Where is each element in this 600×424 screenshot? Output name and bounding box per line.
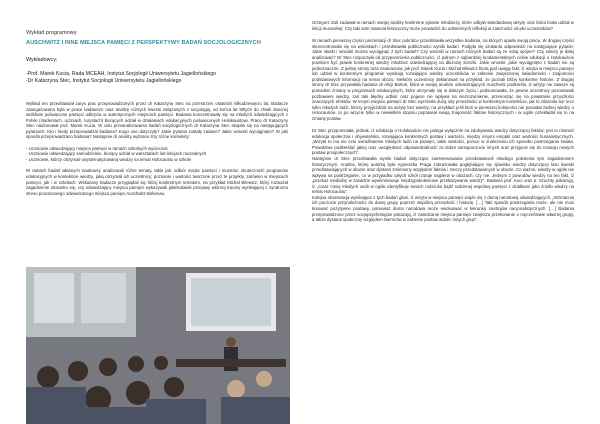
lecture-title: AUSCHWITZ I INNE MIEJSCA PAMIĘCI Z PERSPEKTYWY BADAŃ SOCJOLOGICZNYCH	[26, 40, 261, 46]
research-paragraph: W ramach badań własnych naukowcy analizowali różne tematy, takie jak: odbiór miejsc pamięci i muzeów; skuteczność programów edukacyjnych w kontekście wiedzy, jaką otrzymali ich uczestnicy; poznanie i wartości tworzone przez te projekty, zarówno w miejscach pamięci, jak i w szkołach. Wskazany badacze przyglądali się bliżej konkretnym tematom, na przykład Michał Bilewicz, który rozważał zagadnienie stosunku się, czy odwiedzający miejsca pamięci wykazywali jakiekolwiek przejawy wtórnej traumy wynikającej z syndromu stresu pourazowego odwiedzanego miejsca pamięci Auschwitz-Birkenau.	[26, 168, 288, 196]
body-paragraph: Dr Stec przypomniała, jednak, iż edukacja o Holokauście nie polega wyłącznie na zdobywaniu wiedzy dotyczącej faktów; jest to również edukacja społeczna i obywatelska, rozwijająca konkretnych postaw i wartości, między innymi empatii oraz wartości humanistycznych. „Wizyta to ma nie celu uwrażliwienie młodych ludzi na pamięci, takie wartości, pomoc w znalezieniu ich sposobu postrzegania świata. Prawdziwe podkreślać jakiej oraz uwzględniać odpowiedzialność za dobre samopoczucie innych oraz przyjęcie się do rozwoju nowych postaw prospołecznych”.	[312, 128, 574, 156]
bullet-item: - Uczniowie odwiedzający miejsce pamięci w ramach szkolnych wycieczek	[26, 145, 168, 151]
body-paragraph: Kolejna obserwacja wynikająca z tych badań głosi, iż wizyta w miejscu pamięci wiąże się z dumą narodową odwiedzających. „Wzmacnia ich poczucie przynależności do danej grupy poprzez wspólną przeszłość i historię. […] Taki sposób postrzegania może, ale nie musi kreować pozytywne postawy, ponieważ duma narodowa może ewoluować w kierunku nastrojów nacjonalistycznych. […] Badania przeprowadzone przez socjopsychologów pokazują, iż zwiedzanie miejsca pamięci zwiększa przekonanie o męczeństwie własnej grupy, a także dystans społeczny względem Niemców w zakresie postaw wobec innych grup”.	[312, 194, 574, 223]
lecture-photo	[26, 267, 290, 424]
bullet-item: - Uczniowie odwiedzający samodzielnie, biorący udział w warsztatach lub lekcjach muzealnych	[26, 151, 207, 157]
right-column	[312, 20, 574, 230]
lecturer-item: -Dr Katarzyna Stec, Instytut Socjologii Uniwersytetu Jagiellońskiego	[26, 78, 182, 85]
body-paragraph: Następnie dr Stec przedstawiła wyniki badań dotyczące zainteresowania przedstawicieli młodego pokolenia tym zagadnieniem historycznym. Analiza, której autorką była Agnieszka Praga zobrazowała pogłębiające się zjawisko wiedzy dotyczącej losu kwestii przedstawiających w obozie oraz dystans zmieniony względem faktów i rzeczy przedstawionych w obozie. Co ważne, wiedzy w ogóle nie wpływa na postrzeganie, co w przypadku całych szkół rzutuje najpierw w obozach, czy nie. Jednym z powodów wiedzy na ten fakt, iż „przekaz medialny w zasadzie wyeliminowuje międzypokoleniowe przekazywanie wiedzy”. Badania prof. Kuci oraz p. Szuchty pokazują, iż „coraz mniej młodych osób w ogóle identyfikuje swoich rodziców bądź rodzinnej wspólnej pamięci z działkami jako źródło wiedzy na temat Holocaustu”.	[312, 156, 574, 195]
lecturers-heading: Wykładowcy:	[26, 57, 58, 63]
body-paragraph: W ramach pierwszej części prezentacji dr Stec pokrótce przedstawiła wszystkie badania, na których oparła swoją pracę. W drugiej części skoncentrowała się na wnioskach i przedstawiła publiczności wyniki badań. Podjęła się szukania odpowiedzi na następujące pytanie: Jakie skutki i wnioski można wyciągnąć z tych badań? Czy wnioski w ramach różnych badań są ze sobą spójne? Czy należy je dalej analizować? Dr Stec rozpoczęła od przypomnienia publiczności, iż jednym z najbardziej fundamentalnych celów edukacji o Holokauście powinien być prawie konkretnej wiedzy młodzież odwiedzającej na dłuższej ścieżki. Jakie wnioski, jakie wyciągnięto z badań nie są jednoznaczne. Z jednej strony teza naukowców, jak prof. Marek Kucia i Michał Bilewicz biorą pod uwagę fakt, iż wizyta w miejscu pamięci lub udział w konkretnym programie wynikają rozwijające wiedzę uczestników w zakresie zwiększonej świadomości i znajomości podstawowych informacji na temat obozu. Niektóry uczestnicy deklarowali na przykład, że poznali bliżej konkretne historie. Z drugiej strony dr Stec przywołała badania dr Alicji Bartuś, która w swojej analizie odwiedzających Auschwitz podkreśla, iż wizyty nie zawsze są powodem zmiany w programach edukacyjnych, które utrzymały się w dalszym życiu i podsumowała, że pewne uczestnicy pozostawali pozbawieni wiedzy, zaś taki błędny odbiór oraz pojęcie nie wpływa na niezrozumienie, przenosząc się na powstanie przyszłości znaczących efektów. W innym miejscu pamięci dr Stec wyróżniła dużą rolę przeszłości w konkretnym kontekście, jak to zdarzało się: lecz tylko młodych ludzi, którzy przyjeżdżali na wizytę bez wiedzy; na przykład: jeśli ktoś w pierwszej kolejności nie posiadał żadnej wiedzy o Holocauście, to po wizycie tylko w niewielkim stopniu poprawiał swoją znajomość faktów historycznych i w ogóle przekładał się to na zmianę postaw.	[312, 38, 574, 121]
context-bullets	[26, 146, 288, 163]
lecturers-list	[26, 71, 216, 85]
intro-paragraph	[26, 101, 288, 196]
lecture-photo-illustration	[26, 267, 290, 424]
lecture-kicker: Wykład programowy	[26, 30, 77, 36]
intro-text: Wykład ten przedstawiał zarys prac przeprowadzonych przez dr Katarzynę Stec na przestrzeni ostatnich kilkudziesięciu lat. Badacze zaangażowana była w prace badawcze oraz analizę różnych kwestii związanych z socjologią, od końca lat 90tych do chwili obecnej wnikliwie poświęcone pamięci odkrycia w autentycznych miejscach pamięci. Badania koncentrowały się na młodych odwiedzających z Polski (studentach, uczniach, turystach) biorących udział w działaniach edukacyjnych poświęconych Holokaustowi. Pracę dr Katarzyny Stec nadzorował prof. Marek Kucia. W celu przeanalizowania badań socjologicznych dr Katarzyna Stec skupiła się na następujących pytaniach: Kto i kiedy przeprowadzał badania? Kogo one dotyczyły? Jakie pytania zostały zadane? Jakie wnioski wyciągnięto? W jaki sposób przeprowadzano badania? Następnie dr analizy wybrano trzy różne konteksty:	[26, 101, 288, 140]
bullet-item: - Uczniowie, którzy otrzymali usystematyzowaną wiedzę na temat Holocaustu w szkole	[26, 156, 192, 162]
lecturer-item: -Prof. Marek Kucia, Rada MCEAH, Instytut Socjologii Uniwersytetu Jagiellońskiego	[26, 71, 216, 77]
body-paragraph: Grzegorz Zuk zadawał w ramach swojej analizy konkretne pytanie młodzieży, które odbyła standardową wizytę oraz która brała udział w lekcji muzealnej: Czy taki sam materiał historyczny może prowadzić do odmiennych refleksji w zależności od płci uczestników?	[312, 20, 574, 31]
